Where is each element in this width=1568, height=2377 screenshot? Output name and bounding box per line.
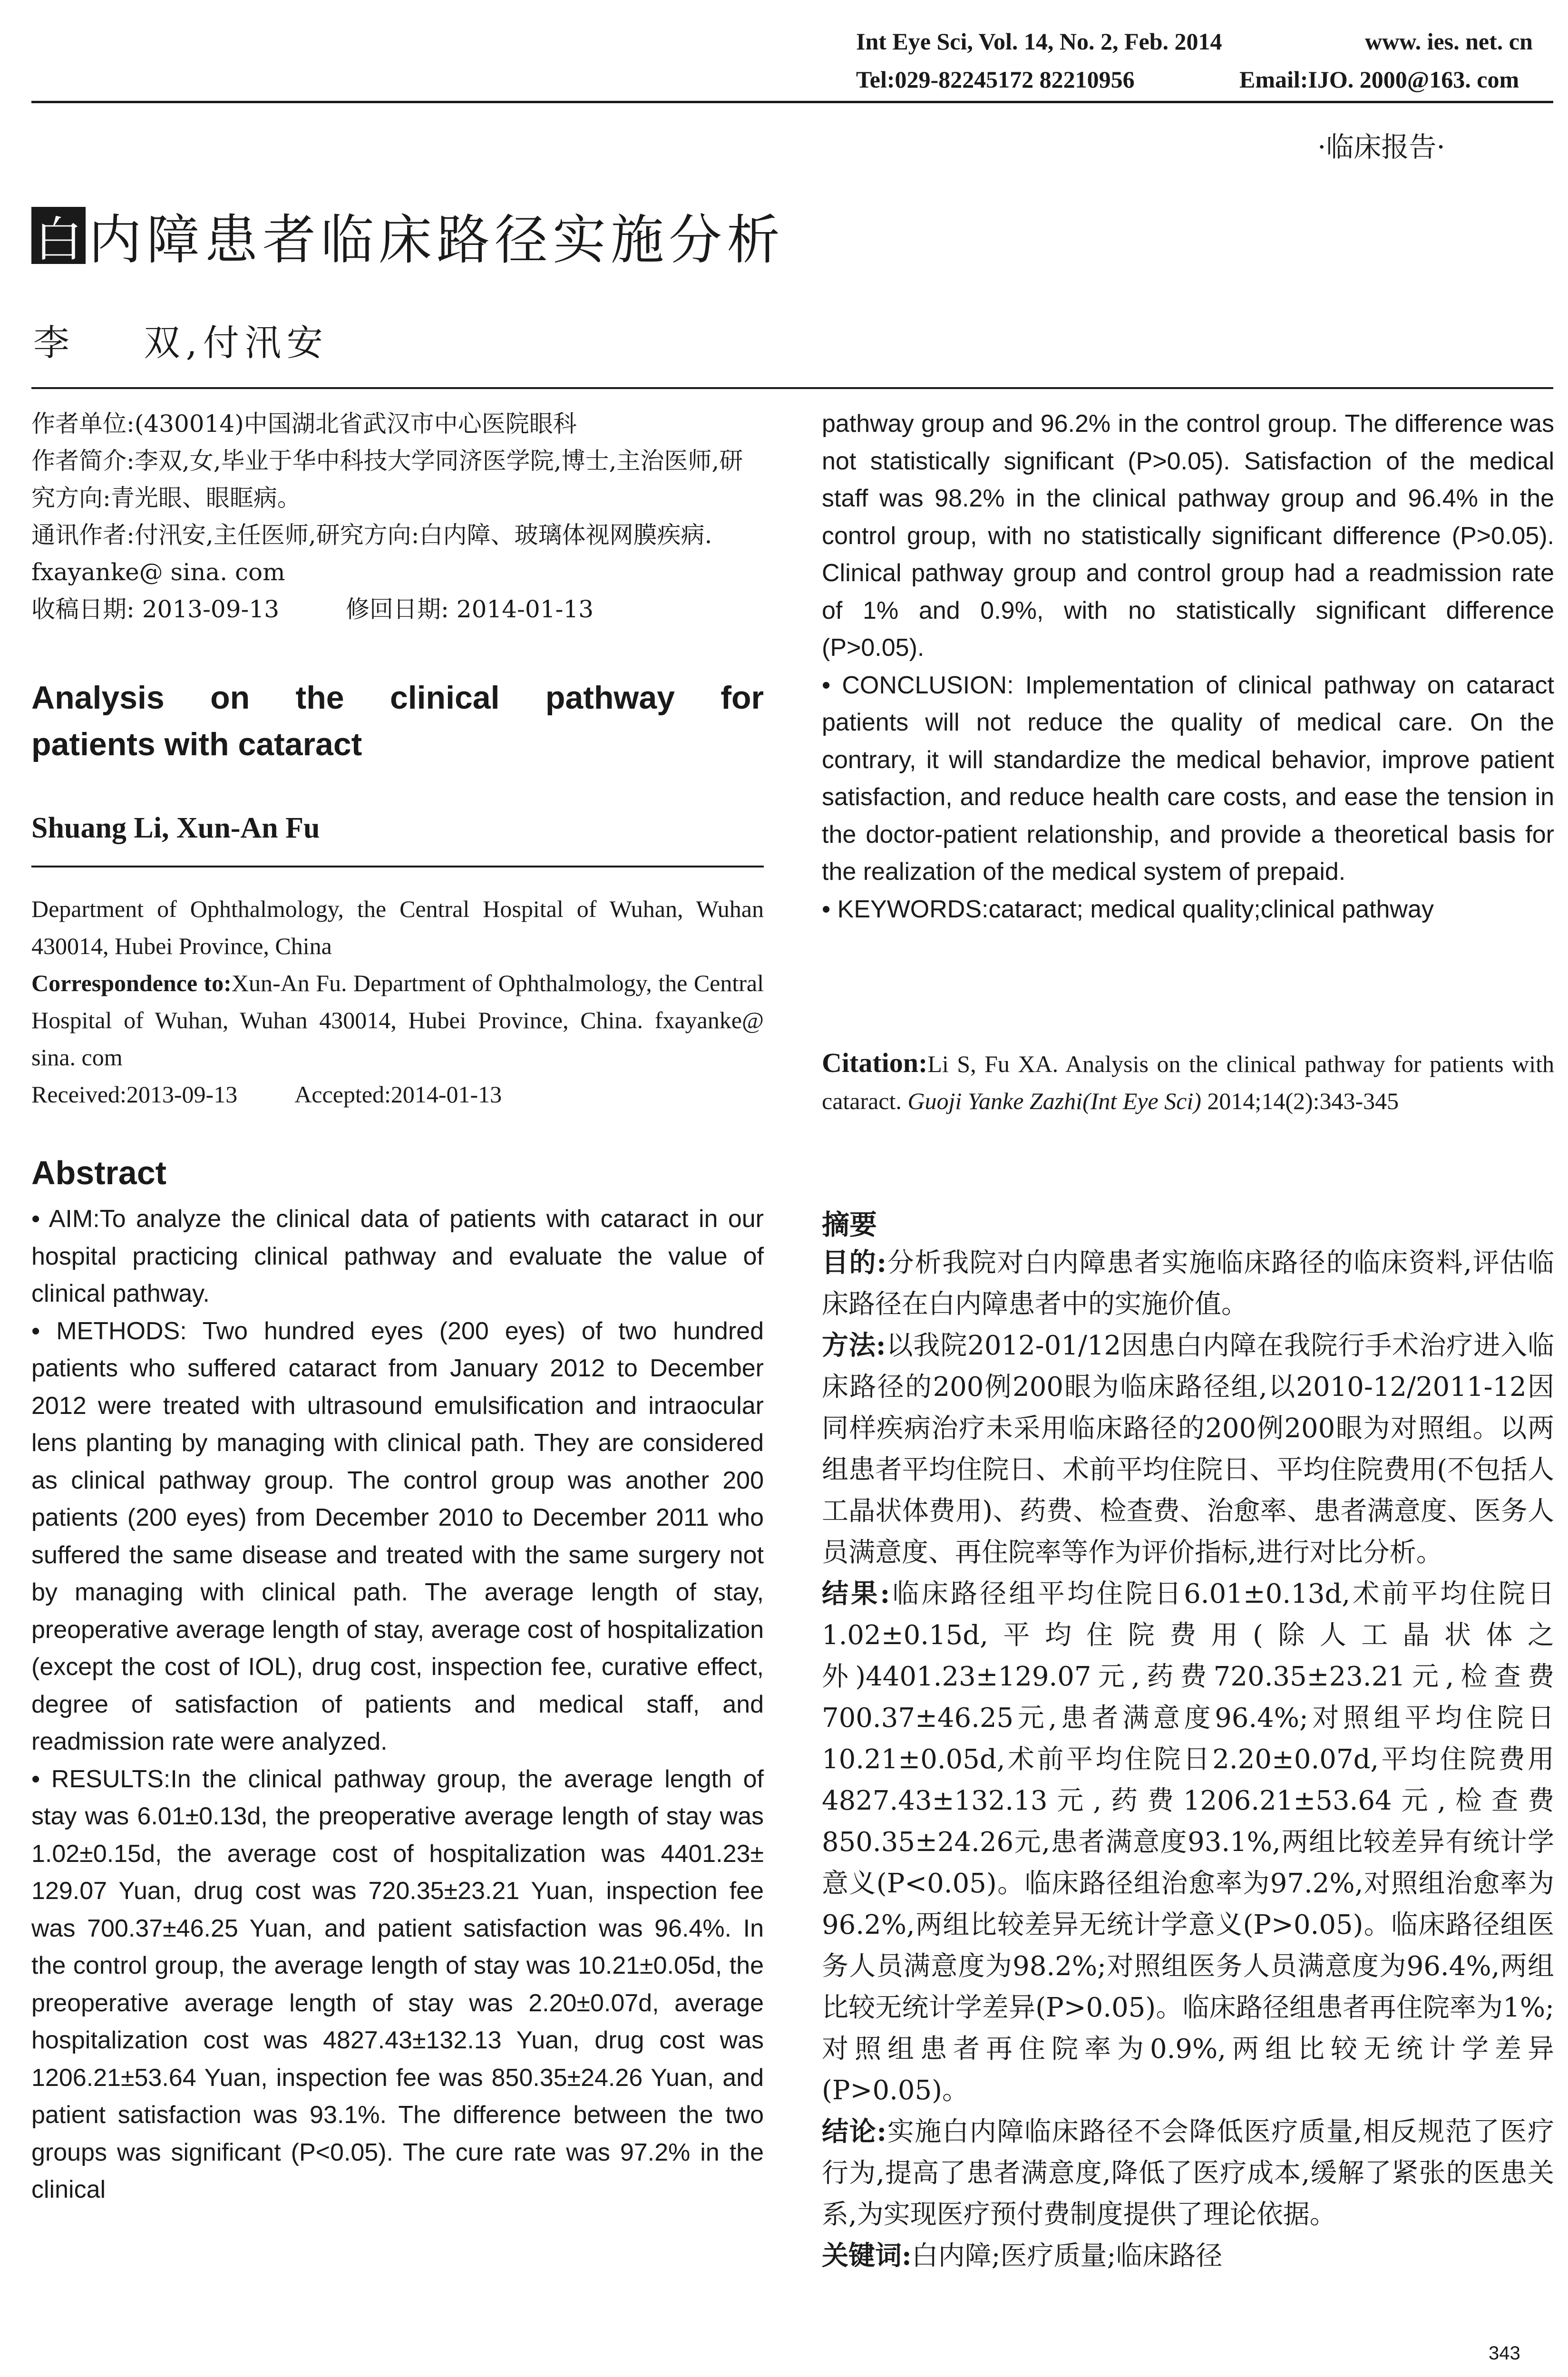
authors-cn: 李 双,付汛安 <box>33 321 329 364</box>
affil-rule <box>31 866 764 867</box>
header-rule <box>31 101 1553 103</box>
cn-abstract <box>822 1242 1554 2277</box>
cn-results: 结果:临床路径组平均住院日6.01±0.13d,术前平均住院日1.02±0.15d,平均住院费用(除人工晶状体之外)4401.23±129.07元,药费720.35±23.21元,检查费700.37±46.25元,患者满意度96.4%;对照组平均住院日10.21±0.05d,术前平均住院日2.20±0.07d,平均住院费用4827.43±132.13元,药费1206.21±53.64元,检查费850.35±24.26元,患者满意度93.1%,两组比较差异有统计学意义(P<0.05)。临床路径组治愈率为97.2%,对照组治愈率为96.2%,两组比较差异无统计学意义(P>0.05)。临床路径组医务人员满意度为98.2%;对照组医务人员满意度为96.4%,两组比较无统计学差异(P>0.05)。临床路径组患者再住院率为1%;对照组患者再住院率为0.9%,两组比较无统计学差异(P>0.05)。 <box>822 1578 1555 2106</box>
abstract-results-cont: pathway group and 96.2% in the control group. The difference was not statistically significant (P>0.05). Satisfaction of the medical staff was 98.2% in the clinical pathway group and 96.4% in the control group, with no statistically significant difference (P>0.05). Clinical pathway group and control group had a readmission rate of 1% and 0.9%, with no statistically significant difference (P>0.05). <box>822 410 1554 662</box>
journal-info: Int Eye Sci, Vol. 14, No. 2, Feb. 2014 <box>856 28 1222 55</box>
abstract-right <box>822 405 1554 928</box>
page-number: 343 <box>1489 2343 1520 2364</box>
abstract-results: • RESULTS:In the clinical pathway group, the average length of stay was 6.01±0.13d, the preoperative average length of stay was 1.02±0.15d, the average cost of hospitalization was 4401.23± 129.07 Yuan, drug cost was 720.35±23.21 Yuan, inspection fee was 700.37±46.25 Yuan, and patient satisfaction was 96.4%. In the control group, the average length of stay was 10.21±0.05d, the preoperative average length of stay was 2.20±0.07d, average hospitalization cost was 4827.43±132.13 Yuan, drug cost was 1206.21±53.64 Yuan, inspection fee was 850.35±24.26 Yuan, and patient satisfaction was 93.1%. The difference between the two groups was significant (P<0.05). The cure rate was 97.2% in the clinical <box>31 1765 764 2203</box>
english-title: Analysis on the clinical pathway for patients with cataract <box>31 680 764 762</box>
cn-conclusion: 结论:实施白内障临床路径不会降低医疗质量,相反规范了医疗行为,提高了患者满意度,降低了医疗成本,缓解了紧张的医患关系,为实现医疗预付费制度提供了理论依据。 <box>822 2116 1554 2230</box>
title-text: 内障患者临床路径实施分析 <box>88 209 785 271</box>
cn-abstract-heading: 摘要 <box>822 1208 877 1241</box>
abstract-methods: • METHODS: Two hundred eyes (200 eyes) of two hundred patients who suffered cataract from January 2012 to December 2012 were treated with ultrasound emulsification and intraocular lens planting by managing with clinical path. They are considered as clinical pathway group. The control group was another 200 patients (200 eyes) from December 2010 to December 2011 who suffered the same disease and treated with the same surgery not by managing with clinical path. The average length of stay, preoperative average length of stay, average cost of hospitalization (except the cost of IOL), drug cost, inspection fee, curative effect, degree of satisfaction of patients and medical staff, and readmission rate were analyzed. <box>31 1317 764 1755</box>
english-affiliation: Department of Ophthalmology, the Central Hospital of Wuhan, Wuhan 430014, Hubei Province, China Correspondence to:Xun-An Fu. Department of Ophthalmology, the Central Hospital of Wuhan, Wuhan 430014, Hubei Province, China. fxayanke@ sina. com Received:2013-09-13 Accepted:2014-01-13 <box>31 890 764 1113</box>
article-title <box>31 200 785 271</box>
abstract-heading: Abstract <box>31 1154 166 1191</box>
abstract-conclusion: • CONCLUSION: Implementation of clinical pathway on cataract patients will not reduce the quality of medical care. On the contrary, it will standardize the medical behavior, improve patient satisfaction, and reduce health care costs, and ease the tension in the doctor-patient relationship, and provide a theoretical basis for the realization of the medical system of prepaid. <box>822 671 1554 886</box>
abstract-left <box>31 1200 764 2209</box>
dates: 收稿日期: 2013-09-13 修回日期: 2014-01-13 <box>31 595 594 623</box>
author-info <box>31 405 764 628</box>
author-unit: 作者单位:(430014)中国湖北省武汉市中心医院眼科 <box>31 410 577 438</box>
abstract-aim: • AIM:To analyze the clinical data of patients with cataract in our hospital practicing clinical pathway and evaluate the value of clinical pathway. <box>31 1205 764 1307</box>
citation: Citation:Li S, Fu XA. Analysis on the clinical pathway for patients with cataract. Guoji Yanke Zazhi(Int Eye Sci) 2014;14(2):343-345 <box>822 1047 1554 1114</box>
journal-website: www. ies. net. cn <box>1365 28 1533 55</box>
corresponding-author: 通讯作者:付汛安,主任医师,研究方向:白内障、玻璃体视网膜疾病. fxayanke@ sina. com <box>31 521 712 586</box>
cn-methods: 方法:以我院2012-01/12因患白内障在我院行手术治疗进入临床路径的200例200眼为临床路径组,以2010-12/2011-12因同样疾病治疗未采用临床路径的200例200眼为对照组。以两组患者平均住院日、术前平均住院日、平均住院费用(不包括人工晶状体费用)、药费、检查费、治愈率、患者满意度、医务人员满意度、再住院率等作为评价指标,进行对比分析。 <box>822 1330 1555 1568</box>
cn-keywords: 关键词:白内障;医疗质量;临床路径 <box>822 2240 1223 2271</box>
english-authors: Shuang Li, Xun-An Fu <box>31 812 320 844</box>
title-rule <box>31 387 1553 389</box>
abstract-keywords: • KEYWORDS:cataract; medical quality;clinical pathway <box>822 895 1434 923</box>
journal-tel: Tel:029-82245172 82210956 <box>856 66 1135 93</box>
author-bio: 作者简介:李双,女,毕业于华中科技大学同济医学院,博士,主治医师,研究方向:青光眼、眼眶病。 <box>31 447 743 512</box>
english-dates: Received:2013-09-13 Accepted:2014-01-13 <box>31 1081 502 1108</box>
section-label: ·临床报告· <box>1317 131 1445 163</box>
cn-aim: 目的:分析我院对白内障患者实施临床路径的临床资料,评估临床路径在白内障患者中的实施价值。 <box>822 1247 1554 1320</box>
journal-email: Email:IJO. 2000@163. com <box>1239 66 1519 93</box>
title-initial: 白 <box>31 207 86 264</box>
